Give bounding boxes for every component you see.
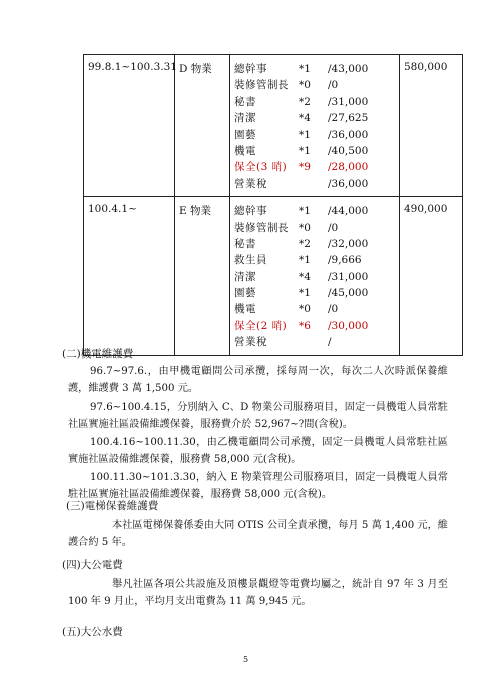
fees-table-row (84, 55, 463, 197)
staff-count: *2 (299, 237, 311, 250)
staff-fee: /0 (328, 79, 339, 92)
staff-role: 清潔 (234, 270, 256, 283)
staff-role: 總幹事 (234, 63, 267, 75)
staff-line (230, 159, 399, 175)
staff-fee: /31,000 (328, 270, 369, 283)
staff-count (299, 176, 328, 192)
staff-role: 裝修管制長 (234, 221, 289, 234)
staff-fee: /0 (328, 303, 339, 316)
staff-role: 清潔 (234, 112, 256, 125)
staff-line (230, 334, 399, 350)
staff-line (230, 77, 399, 93)
staff-fee: /36,000 (328, 177, 369, 190)
staff-count: *0 (299, 79, 311, 92)
total-cell: 490,000 (400, 197, 463, 356)
electricity-para: 舉凡社區各項公共設施及頂樓景觀燈等電費均屬之，統計自 97 年 3 月至 100 年 9 月止，平均月支出電費為 11 萬 9,945 元。 (68, 579, 448, 607)
staff-fee: /28,000 (328, 161, 369, 174)
management-fees-table (83, 54, 463, 356)
staff-line (230, 285, 399, 301)
staff-count: *1 (299, 205, 311, 218)
staff-role: 秘書 (234, 237, 256, 250)
water-heading: (五)大公水費 (62, 626, 123, 638)
staff-fee: /31,000 (328, 95, 369, 108)
staff-role: 營業稅 (234, 336, 267, 349)
staff-role: 園藝 (234, 287, 256, 300)
staff-count: *0 (299, 221, 311, 234)
total-cell: 580,000 (400, 55, 463, 197)
staff-count: *2 (299, 95, 311, 108)
staff-fee: /30,000 (328, 319, 369, 332)
staff-role: 總幹事 (234, 205, 267, 218)
mechanical-para-3: 100.4.16~100.11.30，由乙機電顧問公司承攬，固定一員機電人員常駐社區實施社區設備維護保養，服務費 58,000 元(含稅)。 (68, 437, 448, 465)
staff-line (230, 220, 399, 236)
mechanical-para-2: 97.6~100.4.15，分別納入 C、D 物業公司服務項目，固定一員機電人員常駐社區實施社區設備維護保養，服務費介於 52,967~?間(含稅)。 (68, 402, 448, 430)
staff-fee: /43,000 (328, 63, 369, 75)
staff-line (230, 203, 399, 219)
staff-fee: /0 (328, 221, 339, 234)
staff-count: *1 (299, 63, 311, 75)
fees-table-row (84, 197, 463, 356)
staff-line (230, 61, 399, 77)
staff-count: *9 (299, 161, 311, 174)
staff-fee: /9,666 (328, 254, 362, 267)
mechanical-para-4: 100.11.30~101.3.30，納入 E 物業管理公司服務項目，固定一員機電人員常駐社區實施社區設備維護保養，服務費 58,000 元(含稅)。 (68, 472, 448, 500)
staff-role: 秘書 (234, 95, 256, 108)
staff-count: *1 (299, 287, 311, 300)
company-cell: D 物業 (175, 55, 230, 197)
staff-line (230, 94, 399, 110)
staff-role: 機電 (234, 303, 256, 316)
staff-line (230, 143, 399, 159)
staff-line (230, 236, 399, 252)
staff-line (230, 318, 399, 334)
staff-line (230, 269, 399, 285)
staff-fee: /44,000 (328, 205, 369, 218)
staff-fee: / (328, 336, 332, 349)
staff-fee: /32,000 (328, 237, 369, 250)
elevator-heading: (三)電梯保養維護費 (66, 500, 159, 512)
staff-count: *6 (299, 319, 311, 332)
staff-fee: /40,500 (328, 144, 369, 157)
staff-breakdown-cell (230, 55, 400, 197)
staff-line (230, 110, 399, 126)
staff-fee: /45,000 (328, 287, 369, 300)
staff-line (230, 176, 399, 192)
staff-role: 營業稅 (234, 177, 267, 190)
staff-line (230, 301, 399, 317)
staff-role: 裝修管制長 (234, 79, 289, 92)
staff-role: 救生員 (234, 254, 267, 267)
staff-count: *4 (299, 112, 311, 125)
staff-line (230, 252, 399, 268)
staff-count: *1 (299, 254, 311, 267)
staff-count: *0 (299, 303, 311, 316)
period-cell: 100.4.1~ (84, 197, 175, 356)
mechanical-heading: (二)機電維護費 (62, 348, 134, 360)
staff-role: 保全(2 哨) (234, 319, 288, 332)
staff-role: 園藝 (234, 128, 256, 141)
staff-role: 機電 (234, 144, 256, 157)
mechanical-para-1: 96.7~97.6.，由甲機電顧問公司承攬，採每周一次，每次二人次時派保養維護，維護費 3 萬 1,500 元。 (68, 366, 448, 394)
staff-fee: /27,625 (328, 112, 369, 125)
period-cell: 99.8.1~100.3.31 (84, 55, 175, 197)
company-cell: E 物業 (175, 197, 230, 356)
page-number: 5 (243, 655, 249, 664)
staff-line (230, 127, 399, 143)
staff-count: *4 (299, 270, 311, 283)
staff-breakdown-cell (230, 197, 400, 356)
electricity-heading: (四)大公電費 (62, 559, 123, 571)
elevator-para: 本社區電梯保養係委由大同 OTIS 公司全責承攬，每月 5 萬 1,400 元，維護合約 5 年。 (68, 520, 448, 548)
staff-role: 保全(3 哨) (234, 161, 288, 174)
staff-count: *1 (299, 144, 311, 157)
staff-count (299, 334, 328, 350)
staff-count: *1 (299, 128, 311, 141)
staff-fee: /36,000 (328, 128, 369, 141)
